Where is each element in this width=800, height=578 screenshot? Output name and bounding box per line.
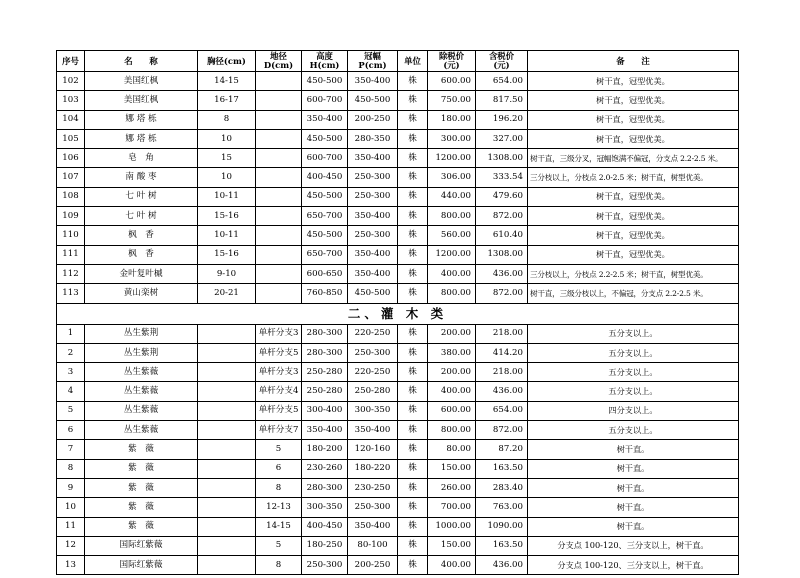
cell-unit: 株 xyxy=(398,517,428,536)
cell-notes: 三分枝以上，分枝点 2.2-2.5 米；树干直，树型优美。 xyxy=(528,264,739,283)
cell-crown: 230-250 xyxy=(348,478,398,497)
cell-crown: 220-250 xyxy=(348,324,398,343)
cell-price-inc-tax: 872.00 xyxy=(476,421,528,440)
cell-notes: 树干直，三级分枝以上，不偏冠，分支点 2.2-2.5 米。 xyxy=(528,284,739,303)
cell-index: 8 xyxy=(57,459,85,478)
cell-price-inc-tax: 333.54 xyxy=(476,168,528,187)
cell-unit: 株 xyxy=(398,72,428,91)
cell-name: 丛生紫薇 xyxy=(85,421,198,440)
cell-height: 400-450 xyxy=(302,517,348,536)
cell-price-inc-tax: 610.40 xyxy=(476,226,528,245)
cell-dbh: 10 xyxy=(198,129,256,148)
table-body-shrubs xyxy=(57,324,739,575)
table-row xyxy=(57,264,739,283)
cell-index: 112 xyxy=(57,264,85,283)
cell-price-ex-tax: 800.00 xyxy=(428,207,476,226)
col-header-notes: 备 注 xyxy=(528,51,739,72)
cell-dbh xyxy=(198,459,256,478)
cell-price-ex-tax: 306.00 xyxy=(428,168,476,187)
table-row xyxy=(57,149,739,168)
cell-ground-diameter: 单杆分支3 xyxy=(256,363,302,382)
cell-notes: 树干直。 xyxy=(528,498,739,517)
cell-price-inc-tax: 327.00 xyxy=(476,129,528,148)
cell-name: 丛生紫荆 xyxy=(85,343,198,362)
cell-notes: 三分枝以上，分枝点 2.0-2.5 米；树干直，树型优美。 xyxy=(528,168,739,187)
cell-notes: 树干直，冠型优美。 xyxy=(528,245,739,264)
cell-name: 美国红枫 xyxy=(85,72,198,91)
cell-index: 11 xyxy=(57,517,85,536)
cell-notes: 树干直，冠型优美。 xyxy=(528,91,739,110)
cell-price-ex-tax: 260.00 xyxy=(428,478,476,497)
cell-height: 350-400 xyxy=(302,110,348,129)
cell-dbh xyxy=(198,363,256,382)
cell-dbh: 10-11 xyxy=(198,187,256,206)
cell-height: 450-500 xyxy=(302,226,348,245)
cell-crown: 250-300 xyxy=(348,498,398,517)
cell-price-inc-tax: 872.00 xyxy=(476,207,528,226)
cell-price-ex-tax: 180.00 xyxy=(428,110,476,129)
table-row xyxy=(57,382,739,401)
cell-price-inc-tax: 196.20 xyxy=(476,110,528,129)
cell-notes: 树干直。 xyxy=(528,517,739,536)
col-header-crown: 冠幅 P(cm) xyxy=(348,51,398,72)
cell-price-inc-tax: 87.20 xyxy=(476,440,528,459)
cell-height: 600-650 xyxy=(302,264,348,283)
cell-height: 180-200 xyxy=(302,440,348,459)
cell-unit: 株 xyxy=(398,363,428,382)
cell-unit: 株 xyxy=(398,343,428,362)
cell-ground-diameter xyxy=(256,168,302,187)
cell-name: 南 酸 枣 xyxy=(85,168,198,187)
cell-name: 七 叶 树 xyxy=(85,207,198,226)
cell-dbh xyxy=(198,401,256,420)
cell-crown: 350-400 xyxy=(348,264,398,283)
cell-dbh xyxy=(198,478,256,497)
cell-price-ex-tax: 1200.00 xyxy=(428,149,476,168)
cell-crown: 350-400 xyxy=(348,245,398,264)
cell-height: 250-280 xyxy=(302,363,348,382)
cell-unit: 株 xyxy=(398,324,428,343)
cell-notes: 树干直。 xyxy=(528,478,739,497)
table-row xyxy=(57,478,739,497)
cell-crown: 200-250 xyxy=(348,556,398,575)
cell-ground-diameter: 12-13 xyxy=(256,498,302,517)
table-row xyxy=(57,110,739,129)
cell-unit: 株 xyxy=(398,110,428,129)
cell-crown: 350-400 xyxy=(348,207,398,226)
cell-notes: 五分支以上。 xyxy=(528,343,739,362)
cell-price-inc-tax: 436.00 xyxy=(476,264,528,283)
cell-dbh: 15 xyxy=(198,149,256,168)
cell-dbh xyxy=(198,536,256,555)
cell-height: 280-300 xyxy=(302,343,348,362)
cell-name: 娜 塔 栎 xyxy=(85,129,198,148)
cell-unit: 株 xyxy=(398,91,428,110)
table-row xyxy=(57,536,739,555)
col-header-name: 名 称 xyxy=(85,51,198,72)
cell-price-inc-tax: 218.00 xyxy=(476,363,528,382)
cell-unit: 株 xyxy=(398,226,428,245)
cell-notes: 五分支以上。 xyxy=(528,421,739,440)
table-row xyxy=(57,207,739,226)
table-row xyxy=(57,421,739,440)
table-row xyxy=(57,245,739,264)
cell-index: 107 xyxy=(57,168,85,187)
cell-height: 600-700 xyxy=(302,149,348,168)
cell-ground-diameter: 8 xyxy=(256,478,302,497)
cell-name: 紫 薇 xyxy=(85,498,198,517)
cell-dbh: 10-11 xyxy=(198,226,256,245)
cell-ground-diameter: 单杆分支5 xyxy=(256,401,302,420)
cell-ground-diameter: 6 xyxy=(256,459,302,478)
cell-dbh xyxy=(198,343,256,362)
cell-unit: 株 xyxy=(398,478,428,497)
cell-height: 400-450 xyxy=(302,168,348,187)
table-row xyxy=(57,459,739,478)
cell-dbh xyxy=(198,517,256,536)
section-title: 二、灌 木 类 xyxy=(57,303,739,324)
cell-height: 300-400 xyxy=(302,401,348,420)
table-row xyxy=(57,401,739,420)
cell-name: 丛生紫荆 xyxy=(85,324,198,343)
cell-dbh xyxy=(198,498,256,517)
table-row xyxy=(57,343,739,362)
table-row xyxy=(57,556,739,575)
cell-price-ex-tax: 200.00 xyxy=(428,324,476,343)
section-header-row xyxy=(57,303,739,324)
cell-index: 104 xyxy=(57,110,85,129)
col-header-ground-diameter: 地径 D(cm) xyxy=(256,51,302,72)
cell-price-inc-tax: 414.20 xyxy=(476,343,528,362)
cell-price-ex-tax: 300.00 xyxy=(428,129,476,148)
table-row xyxy=(57,324,739,343)
cell-name: 娜 塔 栎 xyxy=(85,110,198,129)
cell-crown: 250-300 xyxy=(348,226,398,245)
cell-name: 黄山栾树 xyxy=(85,284,198,303)
cell-notes: 树干直，冠型优美。 xyxy=(528,72,739,91)
cell-ground-diameter: 单杆分支3 xyxy=(256,324,302,343)
table-body-trees xyxy=(57,72,739,304)
cell-crown: 250-300 xyxy=(348,187,398,206)
cell-ground-diameter xyxy=(256,284,302,303)
cell-name: 紫 薇 xyxy=(85,440,198,459)
cell-name: 美国红枫 xyxy=(85,91,198,110)
cell-ground-diameter: 5 xyxy=(256,536,302,555)
cell-index: 113 xyxy=(57,284,85,303)
cell-ground-diameter: 8 xyxy=(256,556,302,575)
cell-crown: 250-300 xyxy=(348,168,398,187)
cell-price-inc-tax: 1090.00 xyxy=(476,517,528,536)
cell-name: 丛生紫薇 xyxy=(85,401,198,420)
cell-price-inc-tax: 654.00 xyxy=(476,72,528,91)
cell-notes: 五分支以上。 xyxy=(528,382,739,401)
cell-crown: 120-160 xyxy=(348,440,398,459)
cell-notes: 分支点 100-120、三分支以上，树干直。 xyxy=(528,556,739,575)
cell-index: 7 xyxy=(57,440,85,459)
cell-notes: 树干直，冠型优美。 xyxy=(528,129,739,148)
cell-notes: 树干直。 xyxy=(528,459,739,478)
table-row xyxy=(57,284,739,303)
table-row xyxy=(57,129,739,148)
cell-index: 12 xyxy=(57,536,85,555)
cell-name: 枫 香 xyxy=(85,226,198,245)
cell-dbh xyxy=(198,421,256,440)
cell-notes: 树干直，冠型优美。 xyxy=(528,187,739,206)
cell-crown: 350-400 xyxy=(348,72,398,91)
cell-price-ex-tax: 440.00 xyxy=(428,187,476,206)
cell-crown: 80-100 xyxy=(348,536,398,555)
cell-price-ex-tax: 1200.00 xyxy=(428,245,476,264)
cell-price-ex-tax: 200.00 xyxy=(428,363,476,382)
cell-name: 紫 薇 xyxy=(85,478,198,497)
price-table xyxy=(56,50,739,575)
col-header-index: 序号 xyxy=(57,51,85,72)
cell-price-ex-tax: 400.00 xyxy=(428,556,476,575)
cell-crown: 220-250 xyxy=(348,363,398,382)
cell-height: 180-250 xyxy=(302,536,348,555)
cell-price-ex-tax: 600.00 xyxy=(428,401,476,420)
cell-ground-diameter xyxy=(256,245,302,264)
cell-ground-diameter xyxy=(256,110,302,129)
cell-unit: 株 xyxy=(398,536,428,555)
cell-crown: 450-500 xyxy=(348,284,398,303)
header-row xyxy=(57,51,739,72)
cell-notes: 树干直，冠型优美。 xyxy=(528,110,739,129)
cell-price-inc-tax: 283.40 xyxy=(476,478,528,497)
cell-unit: 株 xyxy=(398,207,428,226)
cell-price-ex-tax: 750.00 xyxy=(428,91,476,110)
cell-name: 紫 薇 xyxy=(85,517,198,536)
cell-crown: 350-400 xyxy=(348,149,398,168)
cell-name: 丛生紫薇 xyxy=(85,382,198,401)
cell-crown: 250-280 xyxy=(348,382,398,401)
cell-unit: 株 xyxy=(398,440,428,459)
cell-price-inc-tax: 654.00 xyxy=(476,401,528,420)
cell-name: 国际红紫薇 xyxy=(85,536,198,555)
cell-height: 350-400 xyxy=(302,421,348,440)
cell-ground-diameter xyxy=(256,207,302,226)
cell-crown: 450-500 xyxy=(348,91,398,110)
cell-index: 108 xyxy=(57,187,85,206)
cell-index: 5 xyxy=(57,401,85,420)
cell-dbh: 20-21 xyxy=(198,284,256,303)
cell-height: 650-700 xyxy=(302,207,348,226)
table-row xyxy=(57,91,739,110)
cell-ground-diameter: 单杆分支5 xyxy=(256,343,302,362)
cell-dbh xyxy=(198,556,256,575)
cell-index: 6 xyxy=(57,421,85,440)
cell-price-inc-tax: 479.60 xyxy=(476,187,528,206)
cell-notes: 树干直，冠型优美。 xyxy=(528,207,739,226)
cell-price-ex-tax: 150.00 xyxy=(428,536,476,555)
cell-price-ex-tax: 400.00 xyxy=(428,382,476,401)
cell-crown: 180-220 xyxy=(348,459,398,478)
cell-name: 丛生紫薇 xyxy=(85,363,198,382)
cell-price-inc-tax: 218.00 xyxy=(476,324,528,343)
cell-unit: 株 xyxy=(398,556,428,575)
cell-index: 110 xyxy=(57,226,85,245)
cell-notes: 五分支以上。 xyxy=(528,324,739,343)
cell-name: 枫 香 xyxy=(85,245,198,264)
cell-dbh: 15-16 xyxy=(198,245,256,264)
cell-height: 450-500 xyxy=(302,187,348,206)
cell-crown: 300-350 xyxy=(348,401,398,420)
cell-unit: 株 xyxy=(398,264,428,283)
cell-index: 102 xyxy=(57,72,85,91)
cell-index: 13 xyxy=(57,556,85,575)
cell-price-inc-tax: 817.50 xyxy=(476,91,528,110)
cell-price-ex-tax: 600.00 xyxy=(428,72,476,91)
cell-unit: 株 xyxy=(398,459,428,478)
cell-index: 2 xyxy=(57,343,85,362)
cell-index: 9 xyxy=(57,478,85,497)
cell-height: 280-300 xyxy=(302,324,348,343)
cell-notes: 五分支以上。 xyxy=(528,363,739,382)
cell-price-inc-tax: 1308.00 xyxy=(476,149,528,168)
cell-price-inc-tax: 163.50 xyxy=(476,459,528,478)
col-header-price-inc-tax: 含税价 (元) xyxy=(476,51,528,72)
cell-index: 105 xyxy=(57,129,85,148)
cell-ground-diameter xyxy=(256,149,302,168)
cell-height: 300-350 xyxy=(302,498,348,517)
cell-unit: 株 xyxy=(398,129,428,148)
cell-ground-diameter xyxy=(256,187,302,206)
cell-index: 1 xyxy=(57,324,85,343)
cell-price-ex-tax: 1000.00 xyxy=(428,517,476,536)
cell-height: 600-700 xyxy=(302,91,348,110)
cell-ground-diameter: 单杆分支7 xyxy=(256,421,302,440)
cell-unit: 株 xyxy=(398,187,428,206)
cell-price-ex-tax: 800.00 xyxy=(428,284,476,303)
cell-notes: 四分支以上。 xyxy=(528,401,739,420)
cell-unit: 株 xyxy=(398,284,428,303)
cell-index: 3 xyxy=(57,363,85,382)
cell-height: 650-700 xyxy=(302,245,348,264)
table-row xyxy=(57,498,739,517)
cell-price-inc-tax: 1308.00 xyxy=(476,245,528,264)
cell-dbh xyxy=(198,324,256,343)
cell-price-ex-tax: 800.00 xyxy=(428,421,476,440)
cell-name: 紫 薇 xyxy=(85,459,198,478)
cell-ground-diameter xyxy=(256,72,302,91)
table-row xyxy=(57,517,739,536)
cell-dbh: 9-10 xyxy=(198,264,256,283)
col-header-dbh: 胸径(cm) xyxy=(198,51,256,72)
cell-name: 国际红紫薇 xyxy=(85,556,198,575)
cell-crown: 250-300 xyxy=(348,343,398,362)
cell-notes: 树干直，三级分叉，冠幅饱满不偏冠，分支点 2.2-2.5 米。 xyxy=(528,149,739,168)
cell-height: 250-300 xyxy=(302,556,348,575)
cell-dbh: 8 xyxy=(198,110,256,129)
cell-price-inc-tax: 163.50 xyxy=(476,536,528,555)
cell-price-ex-tax: 150.00 xyxy=(428,459,476,478)
cell-notes: 树干直，冠型优美。 xyxy=(528,226,739,245)
cell-crown: 350-400 xyxy=(348,421,398,440)
cell-ground-diameter: 单杆分支4 xyxy=(256,382,302,401)
cell-ground-diameter xyxy=(256,264,302,283)
cell-price-inc-tax: 436.00 xyxy=(476,382,528,401)
cell-price-ex-tax: 380.00 xyxy=(428,343,476,362)
cell-unit: 株 xyxy=(398,168,428,187)
table-row xyxy=(57,168,739,187)
table-row xyxy=(57,226,739,245)
cell-crown: 200-250 xyxy=(348,110,398,129)
cell-dbh xyxy=(198,440,256,459)
cell-index: 10 xyxy=(57,498,85,517)
cell-price-ex-tax: 400.00 xyxy=(428,264,476,283)
cell-height: 280-300 xyxy=(302,478,348,497)
cell-height: 760-850 xyxy=(302,284,348,303)
cell-dbh: 10 xyxy=(198,168,256,187)
cell-ground-diameter: 14-15 xyxy=(256,517,302,536)
cell-ground-diameter xyxy=(256,129,302,148)
cell-dbh: 15-16 xyxy=(198,207,256,226)
cell-price-inc-tax: 763.00 xyxy=(476,498,528,517)
cell-notes: 树干直。 xyxy=(528,440,739,459)
cell-unit: 株 xyxy=(398,421,428,440)
cell-height: 250-280 xyxy=(302,382,348,401)
cell-dbh: 14-15 xyxy=(198,72,256,91)
col-header-unit: 单位 xyxy=(398,51,428,72)
cell-ground-diameter: 5 xyxy=(256,440,302,459)
col-header-price-ex-tax: 除税价 (元) xyxy=(428,51,476,72)
cell-unit: 株 xyxy=(398,401,428,420)
cell-price-ex-tax: 560.00 xyxy=(428,226,476,245)
cell-unit: 株 xyxy=(398,498,428,517)
cell-price-inc-tax: 436.00 xyxy=(476,556,528,575)
cell-name: 七 叶 树 xyxy=(85,187,198,206)
cell-index: 4 xyxy=(57,382,85,401)
cell-crown: 280-350 xyxy=(348,129,398,148)
cell-name: 金叶复叶槭 xyxy=(85,264,198,283)
cell-price-ex-tax: 80.00 xyxy=(428,440,476,459)
cell-unit: 株 xyxy=(398,245,428,264)
cell-price-ex-tax: 700.00 xyxy=(428,498,476,517)
table-row xyxy=(57,72,739,91)
cell-notes: 分支点 100-120、三分支以上，树干直。 xyxy=(528,536,739,555)
cell-height: 450-500 xyxy=(302,129,348,148)
cell-ground-diameter xyxy=(256,226,302,245)
cell-index: 106 xyxy=(57,149,85,168)
table-row xyxy=(57,440,739,459)
cell-crown: 350-400 xyxy=(348,517,398,536)
cell-dbh xyxy=(198,382,256,401)
cell-height: 230-260 xyxy=(302,459,348,478)
col-header-height: 高度 H(cm) xyxy=(302,51,348,72)
cell-index: 109 xyxy=(57,207,85,226)
cell-height: 450-500 xyxy=(302,72,348,91)
table-row xyxy=(57,187,739,206)
cell-index: 103 xyxy=(57,91,85,110)
cell-unit: 株 xyxy=(398,382,428,401)
cell-ground-diameter xyxy=(256,91,302,110)
cell-name: 皂 角 xyxy=(85,149,198,168)
table-row xyxy=(57,363,739,382)
cell-index: 111 xyxy=(57,245,85,264)
cell-price-inc-tax: 872.00 xyxy=(476,284,528,303)
cell-dbh: 16-17 xyxy=(198,91,256,110)
cell-unit: 株 xyxy=(398,149,428,168)
